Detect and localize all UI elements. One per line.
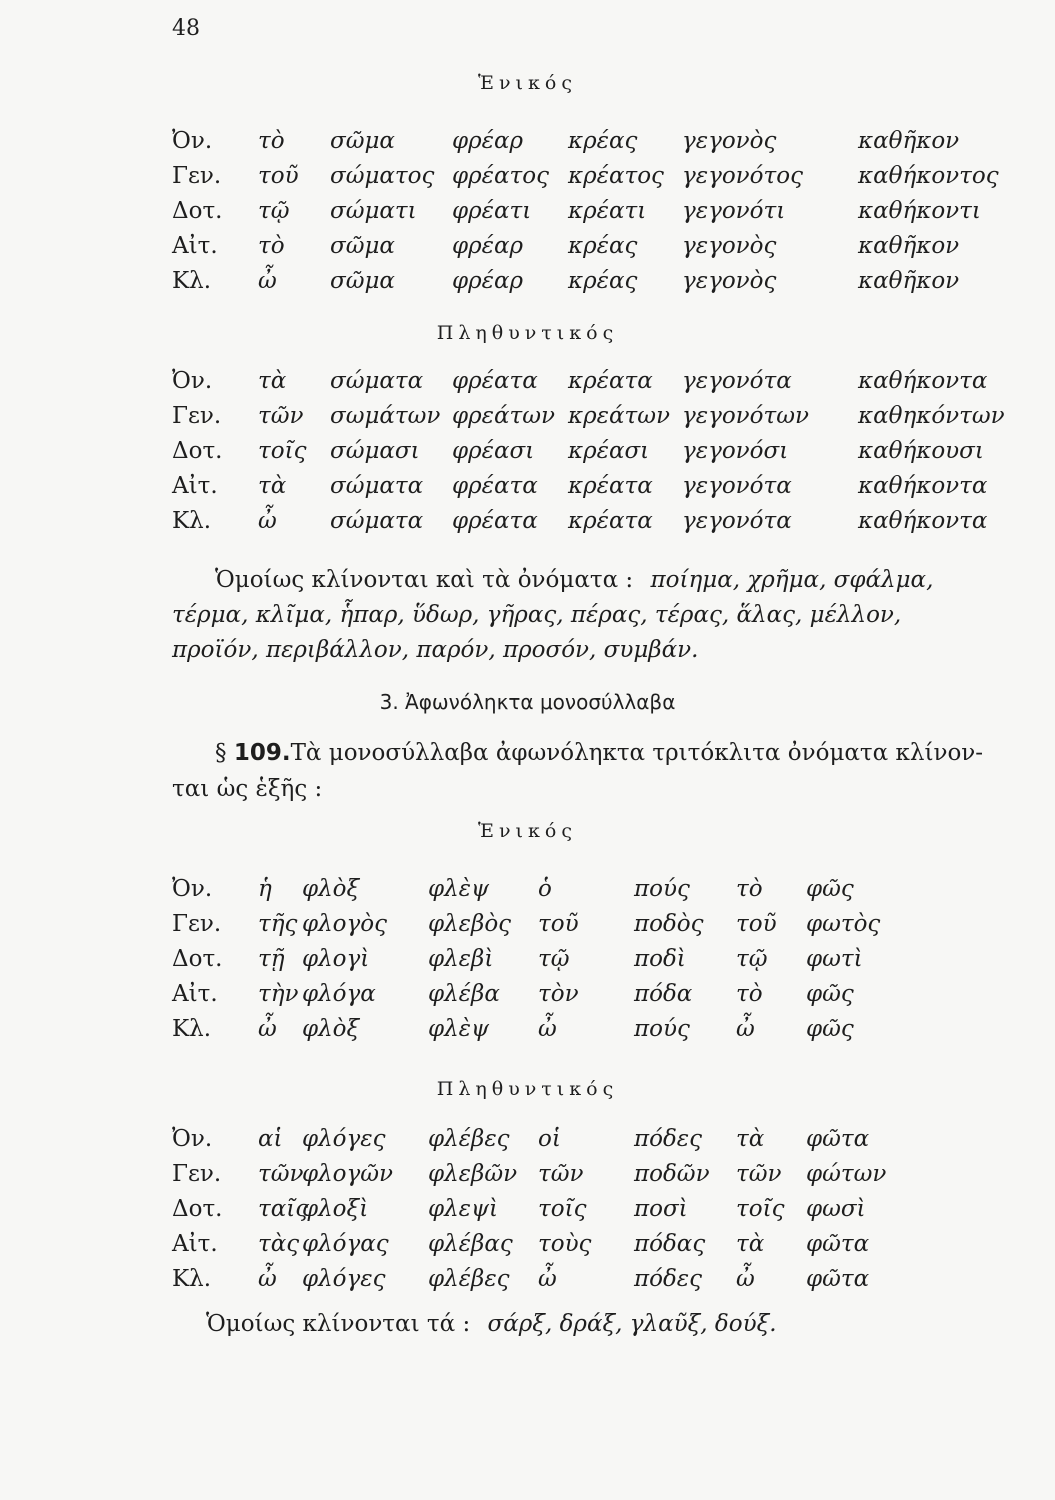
declension-form: φρέατα: [452, 473, 538, 499]
section-mark: §: [215, 740, 227, 766]
declension-form: ὦ: [538, 1016, 557, 1042]
declension-row: [0, 268, 1055, 302]
declension-form: καθῆκον: [858, 268, 960, 294]
declension-form: πούς: [634, 876, 690, 902]
declension-form: φώτων: [806, 1161, 887, 1187]
declension-row: [0, 128, 1055, 162]
declension-form: τῶν: [736, 1161, 782, 1187]
page-number: 48: [172, 16, 200, 41]
declension-form: φλόγες: [302, 1126, 386, 1152]
declension-form: φλογὸς: [302, 911, 388, 937]
declension-form: τὸ: [736, 876, 763, 902]
declension-form: ποδὸς: [634, 911, 704, 937]
declension-form: τὸν: [538, 981, 579, 1007]
declension-form: φλεβὶ: [428, 946, 494, 972]
declension-form: ὦ: [538, 1266, 557, 1292]
case-label: Αἰτ.: [172, 233, 218, 259]
declension-row: [0, 1126, 1055, 1160]
declension-form: καθῆκον: [858, 128, 960, 154]
declension-form: γεγονὸς: [682, 268, 777, 294]
declension-form: φῶτα: [806, 1231, 870, 1257]
declension-row: [0, 403, 1055, 437]
declension-row: [0, 508, 1055, 542]
declension-form: φρέατι: [452, 198, 532, 224]
declension-form: γεγονότα: [682, 368, 792, 394]
declension-form: τοὺς: [538, 1231, 592, 1257]
declension-form: γεγονότι: [682, 198, 786, 224]
declension-form: πόδας: [634, 1231, 706, 1257]
declension-form: καθήκουσι: [858, 438, 984, 464]
declension-form: πούς: [634, 1016, 690, 1042]
declension-form: φρέατος: [452, 163, 549, 189]
section-109-text-1: Τὰ μονοσύλλαβα ἀφωνόληκτα τριτόκλιτα ὀνόματα κλίνον-: [290, 740, 984, 766]
declension-form: τῶν: [538, 1161, 584, 1187]
declension-row: [0, 1016, 1055, 1050]
declension-form: φλὲψ: [428, 876, 490, 902]
declension-form: τῆς: [258, 911, 298, 937]
declension-form: ὦ: [258, 1266, 277, 1292]
declension-form: γεγονὸς: [682, 233, 777, 259]
case-label: Γεν.: [172, 911, 222, 937]
declension-form: κρέας: [568, 233, 638, 259]
declension-form: κρέας: [568, 128, 638, 154]
declension-form: ποδῶν: [634, 1161, 710, 1187]
declension-row: [0, 946, 1055, 980]
declension-form: τοῦ: [538, 911, 579, 937]
declension-form: τὰς: [258, 1231, 300, 1257]
plural-heading-1: Πληθυντικός: [436, 322, 619, 344]
declension-form: τὸ: [736, 981, 763, 1007]
declension-form: φλόγας: [302, 1231, 389, 1257]
declension-form: κρέατα: [568, 473, 653, 499]
declension-form: φλέβα: [428, 981, 500, 1007]
declension-form: ὦ: [736, 1266, 755, 1292]
declension-form: γεγονὸς: [682, 128, 777, 154]
declension-form: τὰ: [258, 368, 287, 394]
declension-form: ταῖς: [258, 1196, 309, 1222]
declension-form: καθήκοντος: [858, 163, 999, 189]
declension-form: τῶν: [258, 403, 304, 429]
case-label: Κλ.: [172, 1016, 212, 1042]
case-label: Κλ.: [172, 508, 212, 534]
declension-form: καθηκόντων: [858, 403, 1005, 429]
declension-form: τὸ: [258, 233, 285, 259]
declension-form: κρέατα: [568, 508, 653, 534]
declension-form: φρέατα: [452, 368, 538, 394]
declension-form: φλεψὶ: [428, 1196, 499, 1222]
case-label: Ὀν.: [172, 128, 213, 154]
declension-form: πόδα: [634, 981, 693, 1007]
declension-form: τὴν: [258, 981, 299, 1007]
declension-form: τῷ: [538, 946, 570, 972]
declension-form: φρέατα: [452, 508, 538, 534]
declension-row: [0, 1266, 1055, 1300]
declension-form: τῷ: [258, 198, 290, 224]
declension-form: κρέας: [568, 268, 638, 294]
declension-form: γεγονότων: [682, 403, 809, 429]
declension-form: φλέβας: [428, 1231, 513, 1257]
declension-row: [0, 233, 1055, 267]
case-label: Κλ.: [172, 268, 212, 294]
declension-form: τὰ: [258, 473, 287, 499]
paragraph-1-line-3: προϊόν, περιβάλλον, παρόν, προσόν, συμβάν.: [172, 637, 699, 663]
declension-form: καθήκοντι: [858, 198, 981, 224]
declension-form: τοῖς: [538, 1196, 587, 1222]
declension-form: φωτὸς: [806, 911, 881, 937]
declension-form: καθήκοντα: [858, 368, 988, 394]
declension-form: φῶτα: [806, 1266, 870, 1292]
declension-form: φλοξὶ: [302, 1196, 369, 1222]
declension-form: ὦ: [258, 268, 277, 294]
section-number: 109.: [233, 740, 291, 766]
declension-form: αἱ: [258, 1126, 283, 1152]
declension-form: ὦ: [736, 1016, 755, 1042]
declension-form: σώματα: [330, 473, 424, 499]
paragraph-2-lead: Ὁμοίως κλίνονται τά :: [206, 1311, 471, 1337]
declension-form: φλεβὸς: [428, 911, 512, 937]
declension-form: σώμασι: [330, 438, 420, 464]
declension-form: οἱ: [538, 1126, 561, 1152]
case-label: Ὀν.: [172, 1126, 213, 1152]
declension-row: [0, 876, 1055, 910]
declension-form: τῶν: [258, 1161, 304, 1187]
declension-row: [0, 163, 1055, 197]
paragraph-1-lead: Ὁμοίως κλίνονται καὶ τὰ ὀνόματα :: [215, 567, 634, 593]
declension-form: γεγονότα: [682, 508, 792, 534]
declension-form: φῶς: [806, 876, 854, 902]
declension-form: φωτὶ: [806, 946, 863, 972]
declension-form: φλογῶν: [302, 1161, 394, 1187]
declension-form: φλόγες: [302, 1266, 386, 1292]
declension-form: φρεάτων: [452, 403, 555, 429]
declension-form: σωμάτων: [330, 403, 441, 429]
case-label: Αἰτ.: [172, 1231, 218, 1257]
declension-form: γεγονόσι: [682, 438, 789, 464]
declension-form: τὰ: [736, 1126, 765, 1152]
declension-form: σώματι: [330, 198, 417, 224]
declension-form: κρεάτων: [568, 403, 670, 429]
declension-form: καθήκοντα: [858, 473, 988, 499]
declension-form: ὦ: [258, 508, 277, 534]
declension-row: [0, 1196, 1055, 1230]
declension-form: ποδὶ: [634, 946, 686, 972]
paragraph-1-words: ποίημα, χρῆμα, σφάλμα,: [650, 567, 934, 593]
declension-form: φλέβες: [428, 1126, 510, 1152]
case-label: Ὀν.: [172, 876, 213, 902]
declension-form: γεγονότος: [682, 163, 803, 189]
declension-form: τῷ: [736, 946, 768, 972]
paragraph-1-line-1: [215, 567, 933, 593]
case-label: Αἰτ.: [172, 981, 218, 1007]
section-109-line-2: ται ὡς ἑξῆς :: [172, 776, 323, 802]
declension-form: σώματα: [330, 508, 424, 534]
declension-row: [0, 981, 1055, 1015]
case-label: Δοτ.: [172, 198, 223, 224]
declension-row: [0, 368, 1055, 402]
declension-form: τῇ: [258, 946, 285, 972]
case-label: Δοτ.: [172, 438, 223, 464]
declension-form: φλὸξ: [302, 876, 360, 902]
declension-form: ὦ: [258, 1016, 277, 1042]
paragraph-1-line-2: τέρμα, κλῖμα, ἧπαρ, ὕδωρ, γῆρας, πέρας, τέρας, ἅλας, μέλλον,: [172, 602, 902, 628]
case-label: Γεν.: [172, 403, 222, 429]
case-label: Κλ.: [172, 1266, 212, 1292]
declension-form: φρέασι: [452, 438, 535, 464]
paragraph-2: [206, 1311, 777, 1337]
declension-form: φρέαρ: [452, 233, 524, 259]
paragraph-2-words: σάρξ, δράξ, γλαῦξ, δούξ.: [487, 1311, 777, 1337]
section-heading: 3. Ἀφωνόληκτα μονοσύλλαβα: [379, 690, 676, 714]
case-label: Γεν.: [172, 163, 222, 189]
singular-heading-2: Ἑνικός: [478, 820, 577, 842]
declension-form: φλὸξ: [302, 1016, 360, 1042]
declension-row: [0, 1161, 1055, 1195]
plural-heading-2: Πληθυντικός: [436, 1078, 619, 1100]
singular-heading-1: Ἑνικός: [478, 72, 577, 94]
declension-form: τοῦ: [258, 163, 299, 189]
declension-form: σῶμα: [330, 128, 395, 154]
declension-form: κρέατα: [568, 368, 653, 394]
declension-form: πόδες: [634, 1126, 703, 1152]
declension-form: κρέατος: [568, 163, 664, 189]
case-label: Δοτ.: [172, 946, 223, 972]
declension-form: κρέατι: [568, 198, 647, 224]
declension-form: τὸ: [258, 128, 285, 154]
section-109-line-1: [215, 740, 983, 766]
declension-row: [0, 1231, 1055, 1265]
case-label: Αἰτ.: [172, 473, 218, 499]
declension-form: τὰ: [736, 1231, 765, 1257]
declension-form: φλόγα: [302, 981, 376, 1007]
declension-form: τοῖς: [736, 1196, 785, 1222]
declension-form: φλογὶ: [302, 946, 370, 972]
case-label: Δοτ.: [172, 1196, 223, 1222]
declension-form: ὁ: [538, 876, 552, 902]
declension-form: φωσὶ: [806, 1196, 866, 1222]
declension-form: πόδες: [634, 1266, 703, 1292]
case-label: Γεν.: [172, 1161, 222, 1187]
declension-form: φῶς: [806, 1016, 854, 1042]
case-label: Ὀν.: [172, 368, 213, 394]
declension-form: σῶμα: [330, 233, 395, 259]
declension-form: σώματος: [330, 163, 435, 189]
declension-form: τοῖς: [258, 438, 307, 464]
declension-form: σώματα: [330, 368, 424, 394]
declension-form: φρέαρ: [452, 128, 524, 154]
declension-form: φρέαρ: [452, 268, 524, 294]
declension-form: γεγονότα: [682, 473, 792, 499]
declension-row: [0, 473, 1055, 507]
declension-form: ἡ: [258, 876, 272, 902]
declension-form: φῶς: [806, 981, 854, 1007]
declension-form: κρέασι: [568, 438, 650, 464]
declension-form: φλέβες: [428, 1266, 510, 1292]
declension-form: καθήκοντα: [858, 508, 988, 534]
declension-form: φλὲψ: [428, 1016, 490, 1042]
declension-form: φῶτα: [806, 1126, 870, 1152]
declension-form: σῶμα: [330, 268, 395, 294]
declension-form: καθῆκον: [858, 233, 960, 259]
declension-form: τοῦ: [736, 911, 777, 937]
declension-form: ποσὶ: [634, 1196, 688, 1222]
declension-row: [0, 198, 1055, 232]
declension-form: φλεβῶν: [428, 1161, 518, 1187]
declension-row: [0, 911, 1055, 945]
declension-row: [0, 438, 1055, 472]
